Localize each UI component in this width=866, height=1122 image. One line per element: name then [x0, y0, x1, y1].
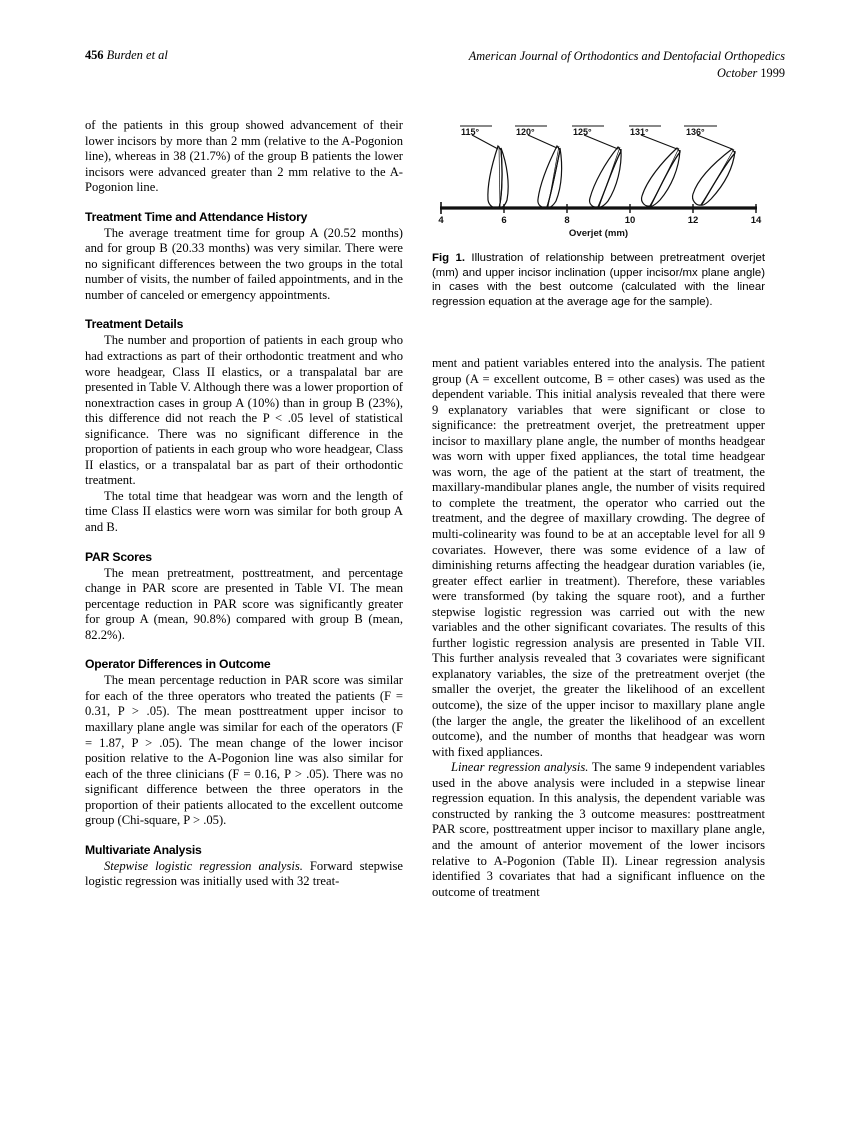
- heading-treatment-details: Treatment Details: [85, 317, 184, 332]
- left-column: [85, 118, 403, 890]
- right-column: [432, 356, 765, 900]
- running-head-authors: Burden et al: [106, 48, 168, 62]
- running-head: [85, 48, 785, 92]
- x-tick-8: 8: [564, 215, 570, 224]
- x-axis-label: Overjet (mm): [568, 228, 629, 239]
- journal-title: American Journal of Orthodontics and Dentofacial Orthopedics: [468, 49, 785, 63]
- x-tick-10: 10: [624, 215, 636, 224]
- angle-label-136: 136°: [686, 127, 705, 137]
- incisor-115: [488, 146, 508, 208]
- incisor-125: [590, 147, 622, 207]
- running-head-right: [469, 48, 785, 82]
- issue-year: 1999: [760, 66, 785, 80]
- incisor-131: [642, 148, 680, 206]
- x-tick-6: 6: [501, 215, 507, 224]
- running-head-left: [85, 48, 168, 63]
- x-tick-12: 12: [687, 215, 699, 224]
- figure-1-artwork: [432, 112, 765, 224]
- figure-1-caption-text: Illustration of relationship between pretreatment overjet (mm) and upper incisor inclination (upper incisor/mx plane angle) in cases with the best outcome (calculated with the linear regression equation at the average age for the sample).: [432, 252, 765, 308]
- figure-1-caption: [432, 251, 765, 309]
- subheading-stepwise-logistic: Stepwise logistic regression analysis.: [104, 858, 303, 873]
- paragraph-right-continued: ment and patient variables entered into the analysis. The patient group (A = excellent outcome, B = other cases) was used as the dependent variable. This initial analysis revealed that there were 9 explanatory variables that were significant or close to significance: the pretreatment overjet, the pretreatment upper incisor to maxillary plane angle, the number of months headgear was worn with upper fixed appliances, the total time headgear was worn, the age of the patient at the start of treatment, the maxillary-mandibular planes angle, the number of visits required to complete the treatment, the operator who carried out the treatment, and the degree of maxillary crowding. The degree of multi-colinearity was found to be at an acceptable level for all 9 covariates. However, there was some evidence of a law of diminishing returns affecting the headgear duration variables (ie, greater effect earlier in treatment). Therefore, these variables were transformed (by taking the square root), and a further stepwise logistic regression was carried out with the new variables and the other significant covariates. The results of this further logistic regression analysis are presented in Table VII. This further analysis revealed that 3 covariates were significant explanatory variables, the size of the pretreatment overjet (the smaller the overjet, the greater the likelihood of an excellent outcome), the size of the upper incisor to maxillary plane angle (the larger the angle, the greater the likelihood of an excellent outcome), and the number of months that headgear was worn with fixed appliances.: [432, 356, 765, 759]
- x-tick-labels: [438, 215, 762, 224]
- heading-par-scores: PAR Scores: [85, 549, 152, 564]
- issue-month: October: [717, 66, 758, 80]
- paragraph-continued: of the patients in this group showed advancement of their lower incisors by more than 2 mm (relative to the A-Pogonion line), whereas in 38 (21.7%) of the group B patients the lower incisors were advanced greater than 2 mm relative to the A-Pogonion line.: [85, 118, 403, 195]
- paragraph-treatment-details-1: The number and proportion of patients in each group who had extractions as part of their orthodontic treatment and who wore headgear, Class II elastics, or a transpalatal bar are presented in Table V. Although there was a lower proportion of nonextraction cases in group A (10%) than in group B (23%), this difference did not reach the P < .05 level of statistical significance. There was no significant difference in the proportion of patients in each group who wore headgear, Class II elastics, or a transpalatal bar as part of their orthodontic treatment.: [85, 333, 403, 488]
- paragraph-par-scores: The mean pretreatment, posttreatment, and percentage change in PAR score are presented in Table VI. The mean percentage reduction in PAR score was significantly greater for group A (mean, 90.8%) compared with group B (mean, 82.2%).: [85, 565, 403, 642]
- page-number: 456: [85, 48, 104, 62]
- paragraph-treatment-details-2: The total time that headgear was worn and the length of time Class II elastics were worn was similar for both group A and B.: [85, 488, 403, 535]
- paragraph-treatment-time: The average treatment time for group A (20.52 months) and for group B (20.33 months) was very similar. There were no significant differences between the two groups in the total number of visits, the number of failed appointments, and in the number of canceled or emergency appointments.: [85, 225, 403, 302]
- x-axis: [440, 202, 757, 214]
- paragraph-linear-regression: [432, 760, 765, 900]
- paragraph-operator-differences: The mean percentage reduction in PAR score was similar for each of the three operators who treated the patients (F = 0.31, P > .05). The mean posttreatment upper incisor to maxillary plane angle was similar for each of the operators (F = 1.87, P > .05). The mean change of the lower incisor position relative to the A-Pogonion line was also similar for each of the three clinicians (F = 0.16, P > .05). There was no significant difference between the three operators in the proportion of their patients allocated to the excellent outcome group (Chi-square, P > .05).: [85, 673, 403, 828]
- angle-labels: [461, 127, 705, 137]
- heading-operator-differences: Operator Differences in Outcome: [85, 657, 271, 672]
- incisor-136: [693, 149, 735, 205]
- angle-label-120: 120°: [516, 127, 535, 137]
- issue-date: [469, 65, 785, 82]
- heading-multivariate-analysis: Multivariate Analysis: [85, 842, 202, 857]
- incisor-120: [538, 146, 562, 208]
- x-tick-14: 14: [750, 215, 762, 224]
- paragraph-linear-regression-body: The same 9 independent variables used in the above analysis were included in a stepwise linear regression equation. In this analysis, the dependent variable was constructed by ranking the 3 outcome measures: posttreatment PAR score, posttreatment upper incisor to maxillary plane angle, and the amount of anterior movement of the lower incisors relative to A-Pogonion (Table II). Linear regression analysis identified 3 covariates that had a significant influence on the outcome of treatment: [432, 760, 765, 899]
- angle-label-131: 131°: [630, 127, 649, 137]
- angle-label-125: 125°: [573, 127, 592, 137]
- heading-treatment-time: Treatment Time and Attendance History: [85, 209, 308, 224]
- paragraph-multivariate-body: Forward stepwise logistic regression was initially used with 32 treat-: [85, 858, 404, 889]
- angle-label-115: 115°: [461, 127, 480, 137]
- figure-1: [432, 112, 765, 309]
- paragraph-multivariate: [85, 859, 403, 890]
- subheading-linear-regression: Linear regression analysis.: [451, 760, 589, 775]
- figure-1-label: Fig 1.: [432, 252, 465, 264]
- x-tick-4: 4: [438, 215, 444, 224]
